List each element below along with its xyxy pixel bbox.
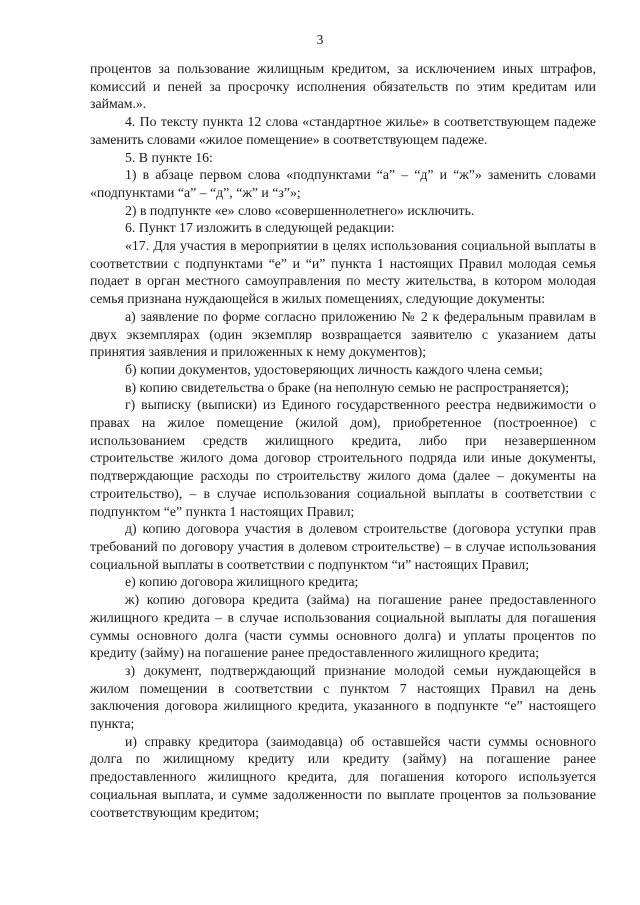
paragraph: г) выписку (выписки) из Единого государственного реестра недвижимости о правах на жилое помещение (жилой дом), приобретенное (построенное) с использованием средств жилищного кредита, либо при незавершенном строительстве жилого дома договор строительного подряда или иные документы, подтверждающие расходы по строительству жилого дома (далее – документы на строительство), – в случае использования социальной выплаты в соответствии с подпунктом “е” пункта 1 настоящих Правил; xyxy=(90,397,596,519)
paragraph: процентов за пользование жилищным кредитом, за исключением иных штрафов, комиссий и пеней за просрочку исполнения обязательств по этим кредитам или займам.». xyxy=(90,61,596,112)
paragraph: «17. Для участия в мероприятии в целях использования социальной выплаты в соответствии с подпунктами “е” и “и” пункта 1 настоящих Правил молодая семья подает в орган местного самоуправления по месту жительства, в котором молодая семья признана нуждающейся в жилых помещениях, следующие документы: xyxy=(90,238,596,307)
paragraph: б) копии документов, удостоверяющих личность каждого члена семьи; xyxy=(125,361,543,377)
paragraph: 2) в подпункте «е» слово «совершеннолетнего» исключить. xyxy=(125,202,475,218)
paragraph: 6. Пункт 17 изложить в следующей редакции: xyxy=(125,220,395,236)
paragraph: 5. В пункте 16: xyxy=(125,149,213,165)
paragraph: д) копию договора участия в долевом строительстве (договора уступки прав требований по договору участия в долевом строительстве) – в случае использования социальной выплаты в соответствии с подпунктом “и” настоящих Правил; xyxy=(90,521,596,572)
paragraph: а) заявление по форме согласно приложению № 2 к федеральным правилам в двух экземплярах (один экземпляр возвращается заявителю с указанием даты принятия заявления и приложенных к нему документов); xyxy=(90,308,596,360)
paragraph: е) копию договора жилищного кредита; xyxy=(125,574,359,590)
paragraph: 1) в абзаце первом слова «подпунктами “а” – “д” и “ж”» заменить словами «подпунктами “а” – “д”, “ж” и “з”»; xyxy=(90,167,596,200)
document-body xyxy=(90,60,596,821)
paragraph: ж) копию договора кредита (займа) на погашение ранее предоставленного жилищного кредита – в случае использования социальной выплаты для погашения суммы основного долга (части суммы основного долга) и уплаты процентов по кредиту (займу) на погашение ранее предоставленного жилищного кредита; xyxy=(90,592,596,661)
paragraph: и) справку кредитора (заимодавца) об оставшейся части суммы основного долга по жилищному кредиту или кредиту (займу) на погашение ранее предоставленного жилищного кредита, для погашения которого используется социальная выплата, и сумме задолженности по выплате процентов за пользование соответствующим кредитом; xyxy=(90,733,596,820)
paragraph: 4. По тексту пункта 12 слова «стандартное жилье» в соответствующем падеже заменить словами «жилое помещение» в соответствующем падеже. xyxy=(90,114,596,147)
paragraph: в) копию свидетельства о браке (на неполную семью не распространяется); xyxy=(125,379,570,395)
paragraph: з) документ, подтверждающий признание молодой семьи нуждающейся в жилом помещении в соответствии с пунктом 7 настоящих Правил на день заключения договора жилищного кредита, указанного в подпункте “е” настоящего пункта; xyxy=(90,662,596,732)
page-number: 3 xyxy=(316,32,324,47)
